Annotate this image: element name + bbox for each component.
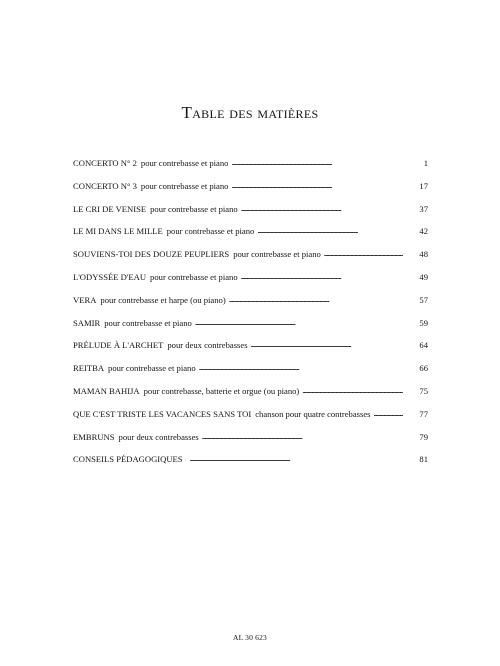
toc-entry-subtitle: pour contrebasse et piano [108, 363, 196, 374]
toc-entry-subtitle: pour contrebasse et piano [166, 226, 255, 237]
toc-entry-page: 48 [419, 249, 428, 260]
dot-leader [231, 181, 403, 189]
toc-entry-title: PRÉLUDE À L'ARCHET [73, 340, 164, 351]
toc-entry-page: 77 [419, 408, 428, 419]
toc-entry-subtitle: pour contrebasse et piano [150, 271, 238, 282]
dot-leader [229, 295, 403, 303]
toc-entry-title: CONCERTO N° 3 [73, 180, 137, 191]
dot-leader [302, 386, 403, 394]
toc-entry-subtitle: pour deux contrebasses [118, 431, 199, 442]
toc-entry[interactable] [73, 454, 428, 477]
toc-entry-page: 37 [419, 203, 428, 214]
toc-entry-page: 64 [419, 340, 428, 351]
dot-leader [374, 409, 404, 417]
dot-leader [251, 340, 403, 348]
toc-entry-subtitle: pour deux contrebasses [167, 340, 248, 351]
catalog-number: AL 30 623 [232, 633, 268, 642]
toc-entry-subtitle: pour contrebasse et piano [140, 180, 229, 191]
toc-entry-title: VERA [73, 294, 97, 305]
toc-entry-title: SAMIR [73, 317, 101, 328]
dot-leader [202, 432, 403, 440]
dot-leader [241, 204, 403, 212]
toc-entry-page: 49 [419, 271, 428, 282]
toc-entry-subtitle: pour contrebasse, batterie et orgue (ou piano) [143, 385, 300, 396]
dot-leader [241, 272, 403, 280]
toc-entry-page: 66 [419, 363, 428, 374]
toc-entry[interactable] [73, 226, 428, 249]
toc-entry[interactable] [73, 272, 428, 295]
dot-leader [195, 318, 403, 326]
toc-entry[interactable] [73, 363, 428, 386]
toc-entry[interactable] [73, 318, 428, 341]
toc-entry-title: CONCERTO N° 2 [73, 158, 137, 168]
toc-entry-page: 81 [419, 454, 428, 465]
dot-leader [199, 363, 403, 371]
table-of-contents [73, 158, 428, 477]
toc-entry-title: LE CRI DE VENISE [73, 203, 147, 214]
toc-entry-subtitle: chanson pour quatre contrebasses [255, 408, 371, 419]
toc-entry-title: REITBA [73, 363, 105, 374]
toc-entry-subtitle: pour contrebasse et harpe (ou piano) [100, 294, 226, 305]
toc-entry-subtitle: pour contrebasse et piano [150, 203, 238, 214]
toc-entry-page: 17 [419, 180, 428, 191]
toc-entry[interactable] [73, 158, 428, 181]
toc-entry-page: 42 [419, 226, 428, 237]
dot-leader [190, 454, 403, 462]
toc-entry-page: 79 [419, 431, 428, 442]
toc-entry[interactable] [73, 409, 428, 432]
toc-entry[interactable] [73, 181, 428, 204]
toc-entry[interactable] [73, 340, 428, 363]
dot-leader [257, 226, 403, 234]
dot-leader [231, 158, 403, 166]
toc-entry[interactable] [73, 432, 428, 455]
toc-entry-title: CONSEILS PÉDAGOGIQUES [73, 454, 183, 465]
toc-entry-subtitle: pour contrebasse et piano [104, 317, 192, 328]
toc-entry-title: SOUVIENS-TOI DES DOUZE PEUPLIERS [73, 249, 230, 260]
toc-entry-title: MAMAN BAHIJA [73, 385, 140, 396]
toc-entry-page: 1 [423, 158, 428, 168]
toc-entry-title: LE MI DANS LE MILLE [73, 226, 163, 237]
toc-entry[interactable] [73, 295, 428, 318]
toc-entry-title: L'ODYSSÉE D'EAU [73, 271, 147, 282]
toc-entry-title: QUE C'EST TRISTE LES VACANCES SANS TOI [73, 408, 252, 419]
toc-entry[interactable] [73, 386, 428, 409]
toc-entry-title: EMBRUNS [73, 431, 115, 442]
toc-entry-page: 57 [419, 294, 428, 305]
toc-entry-page: 59 [419, 317, 428, 328]
toc-entry-subtitle: pour contrebasse et piano [140, 158, 229, 168]
toc-entry-page: 75 [419, 385, 428, 396]
dot-leader [324, 249, 403, 257]
toc-entry[interactable] [73, 204, 428, 227]
toc-entry-subtitle: pour contrebasse et piano [233, 249, 321, 260]
toc-entry[interactable] [73, 249, 428, 272]
page-title: Table des matières [181, 103, 319, 122]
